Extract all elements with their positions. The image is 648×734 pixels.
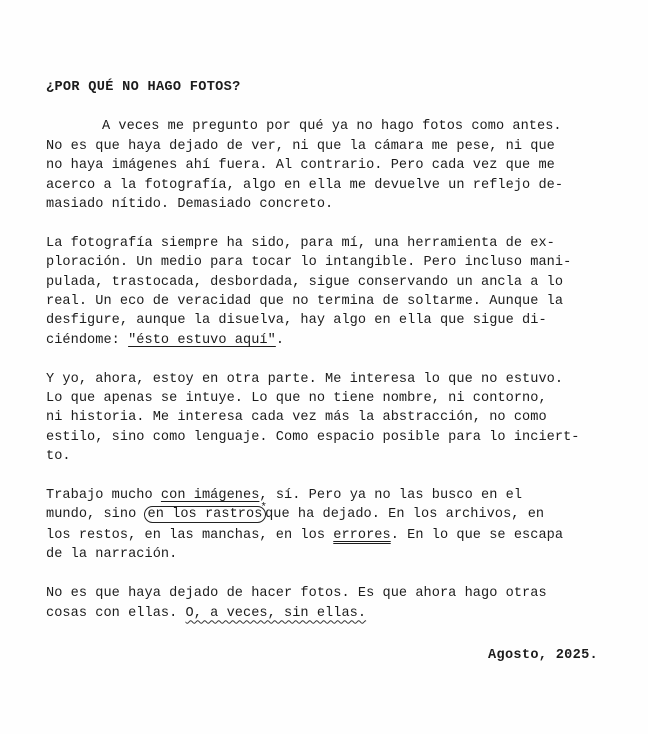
line-text: cosas con ellas.	[46, 605, 186, 621]
document-date: Agosto, 2025.	[488, 648, 598, 663]
line-text: ciéndome:	[46, 332, 129, 348]
document-body	[46, 78, 606, 642]
line-text: Trabajo mucho	[46, 488, 161, 504]
paragraph-line: desfigure, aunque la disuelva, hay algo en ella que sigue di-	[46, 313, 547, 329]
paragraph-line: masiado nítido. Demasiado concreto.	[46, 197, 334, 213]
paragraph-1	[46, 117, 606, 214]
paragraph-line: No es que haya dejado de ver, ni que la cámara me pese, ni que	[46, 138, 555, 154]
line-text: .	[275, 332, 285, 348]
paragraph-line: Y yo, ahora, estoy en otra parte. Me interesa lo que no estuvo.	[46, 371, 564, 387]
double-underlined-word: errores	[333, 527, 391, 543]
asterisk-mark: *	[260, 502, 268, 515]
paragraph-line	[46, 486, 606, 505]
wavy-underlined-phrase: O, a veces, sin ellas.	[185, 605, 367, 621]
paragraph-line: No es que haya dejado de hacer fotos. Es que ahora hago otras	[46, 586, 547, 602]
paragraph-line	[46, 604, 606, 623]
line-text: . En lo que se escapa	[390, 527, 564, 543]
paragraph-line: to.	[46, 449, 71, 465]
paragraph-line: real. Un eco de veracidad que no termina de soltarme. Aunque la	[46, 294, 564, 310]
circled-phrase: en los rastros	[144, 506, 267, 523]
paragraph-line: ploración. Un medio para tocar lo intangible. Pero incluso mani-	[46, 255, 572, 271]
paragraph-line: acerco a la fotografía, algo en ella me devuelve un reflejo de-	[46, 177, 564, 193]
paragraph-4	[46, 486, 606, 565]
paragraph-line: pulada, trastocada, desbordada, sigue conservando un ancla a lo	[46, 274, 564, 290]
paragraph-line	[46, 526, 606, 545]
document-title: ¿POR QUÉ NO HAGO FOTOS?	[46, 80, 241, 95]
paragraph-line: Lo que apenas se intuye. Lo que no tiene nombre, ni contorno,	[46, 391, 547, 407]
paragraph-3	[46, 370, 606, 467]
paragraph-line: no haya imágenes ahí fuera. Al contrario. Pero cada vez que me	[46, 158, 555, 174]
line-text: que ha dejado. En los archivos, en	[265, 507, 545, 523]
paragraph-line: de la narración.	[46, 547, 178, 563]
line-text: los restos, en las manchas, en los	[46, 527, 334, 543]
paragraph-line: ni historia. Me interesa cada vez más la abstracción, no como	[46, 410, 547, 426]
paragraph-line	[46, 331, 606, 350]
paragraph-line	[46, 502, 606, 525]
line-text: mundo, sino	[46, 507, 145, 523]
paragraph-5	[46, 584, 606, 623]
paragraph-line: A veces me pregunto por qué ya no hago fotos como antes.	[102, 119, 562, 135]
paragraph-line: La fotografía siempre ha sido, para mí, una herramienta de ex-	[46, 235, 555, 251]
line-text: , sí. Pero ya no las busco en el	[259, 488, 523, 504]
underlined-phrase: con imágenes	[160, 488, 260, 504]
paragraph-line: estilo, sino como lenguaje. Como espacio posible para lo inciert-	[46, 429, 580, 445]
paragraph-2	[46, 234, 606, 350]
underlined-quote: "ésto estuvo aquí"	[128, 332, 276, 348]
